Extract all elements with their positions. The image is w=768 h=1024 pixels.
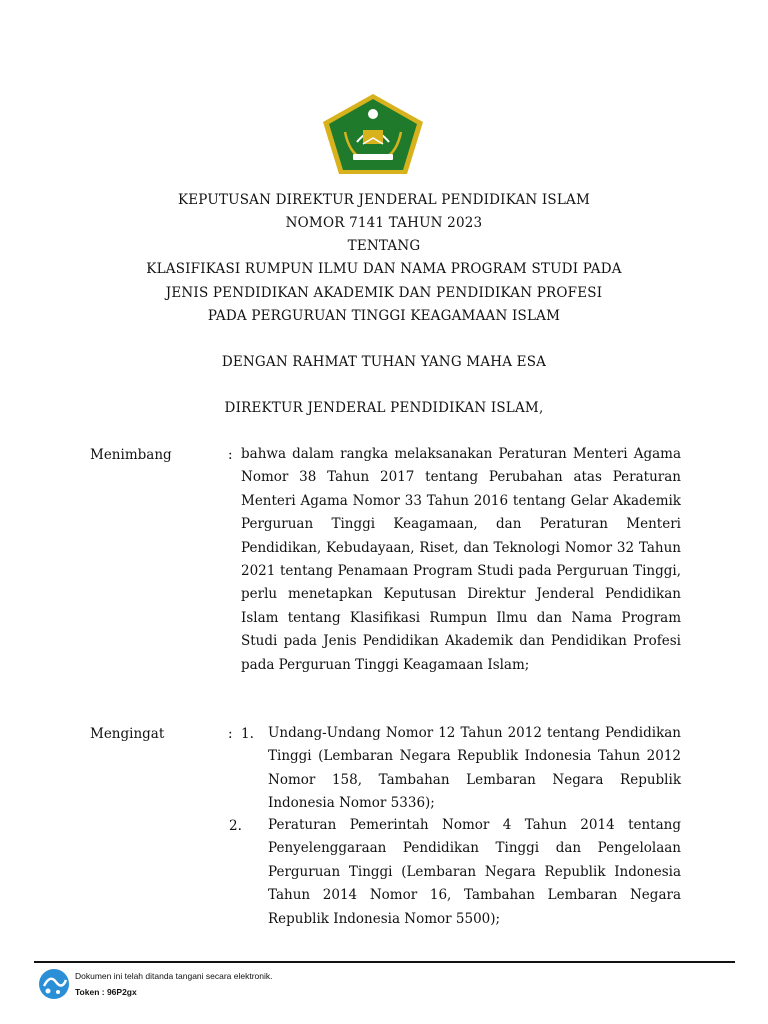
list-item-number: 2.	[229, 818, 242, 834]
menimbang-label: Menimbang	[90, 447, 172, 463]
e-signature-note: Dokumen ini telah ditanda tangani secara elektronik.	[75, 971, 273, 981]
menimbang-colon: :	[228, 447, 233, 463]
ministry-emblem-logo	[319, 92, 427, 176]
invocation-text: DENGAN RAHMAT TUHAN YANG MAHA ESA	[221, 354, 547, 370]
title-line: PADA PERGURUAN TINGGI KEAGAMAAN ISLAM	[207, 308, 561, 324]
title-line: JENIS PENDIDIKAN AKADEMIK DAN PENDIDIKAN PROFESI	[165, 285, 603, 301]
title-line: KLASIFIKASI RUMPUN ILMU DAN NAMA PROGRAM STUDI PADA	[146, 261, 622, 277]
list-item-number: 1.	[241, 726, 254, 742]
title-line: NOMOR 7141 TAHUN 2023	[285, 215, 483, 231]
list-item: Peraturan Pemerintah Nomor 4 Tahun 2014 tentang Penyelenggaraan Pendidikan Tinggi dan Pengelolaan Perguruan Tinggi (Lembaran Negara Republik Indonesia Tahun 2014 Nomor 16, Tambahan Lembaran Negara Republik Indonesia Nomor 5500);	[268, 817, 681, 927]
signature-cert-icon	[36, 966, 72, 1002]
mengingat-colon: :	[228, 726, 233, 742]
token-text: Token : 96P2gx	[75, 987, 137, 997]
official-title: DIREKTUR JENDERAL PENDIDIKAN ISLAM,	[224, 400, 544, 416]
mengingat-label: Mengingat	[90, 726, 165, 742]
title-line: KEPUTUSAN DIREKTUR JENDERAL PENDIDIKAN ISLAM	[177, 192, 591, 208]
title-line: TENTANG	[347, 238, 421, 254]
footer-divider	[34, 961, 735, 963]
menimbang-text: bahwa dalam rangka melaksanakan Peraturan Menteri Agama Nomor 38 Tahun 2017 tentang Perubahan atas Peraturan Menteri Agama Nomor 33 Tahun 2016 tentang Gelar Akademik Perguruan Tinggi Keagamaan, dan Peraturan Menteri Pendidikan, Kebudayaan, Riset, dan Teknologi Nomor 32 Tahun 2021 tentang Penamaan Program Studi pada Perguruan Tinggi, perlu menetapkan Keputusan Direktur Jenderal Pendidikan Islam tentang Klasifikasi Rumpun Ilmu dan Nama Program Studi pada Jenis Pendidikan Akademik dan Pendidikan Profesi pada Perguruan Tinggi Keagamaan Islam;	[241, 446, 681, 673]
list-item: Undang-Undang Nomor 12 Tahun 2012 tentang Pendidikan Tinggi (Lembaran Negara Republik Indonesia Tahun 2012 Nomor 158, Tambahan Lembaran Negara Republik Indonesia Nomor 5336);	[268, 725, 681, 812]
